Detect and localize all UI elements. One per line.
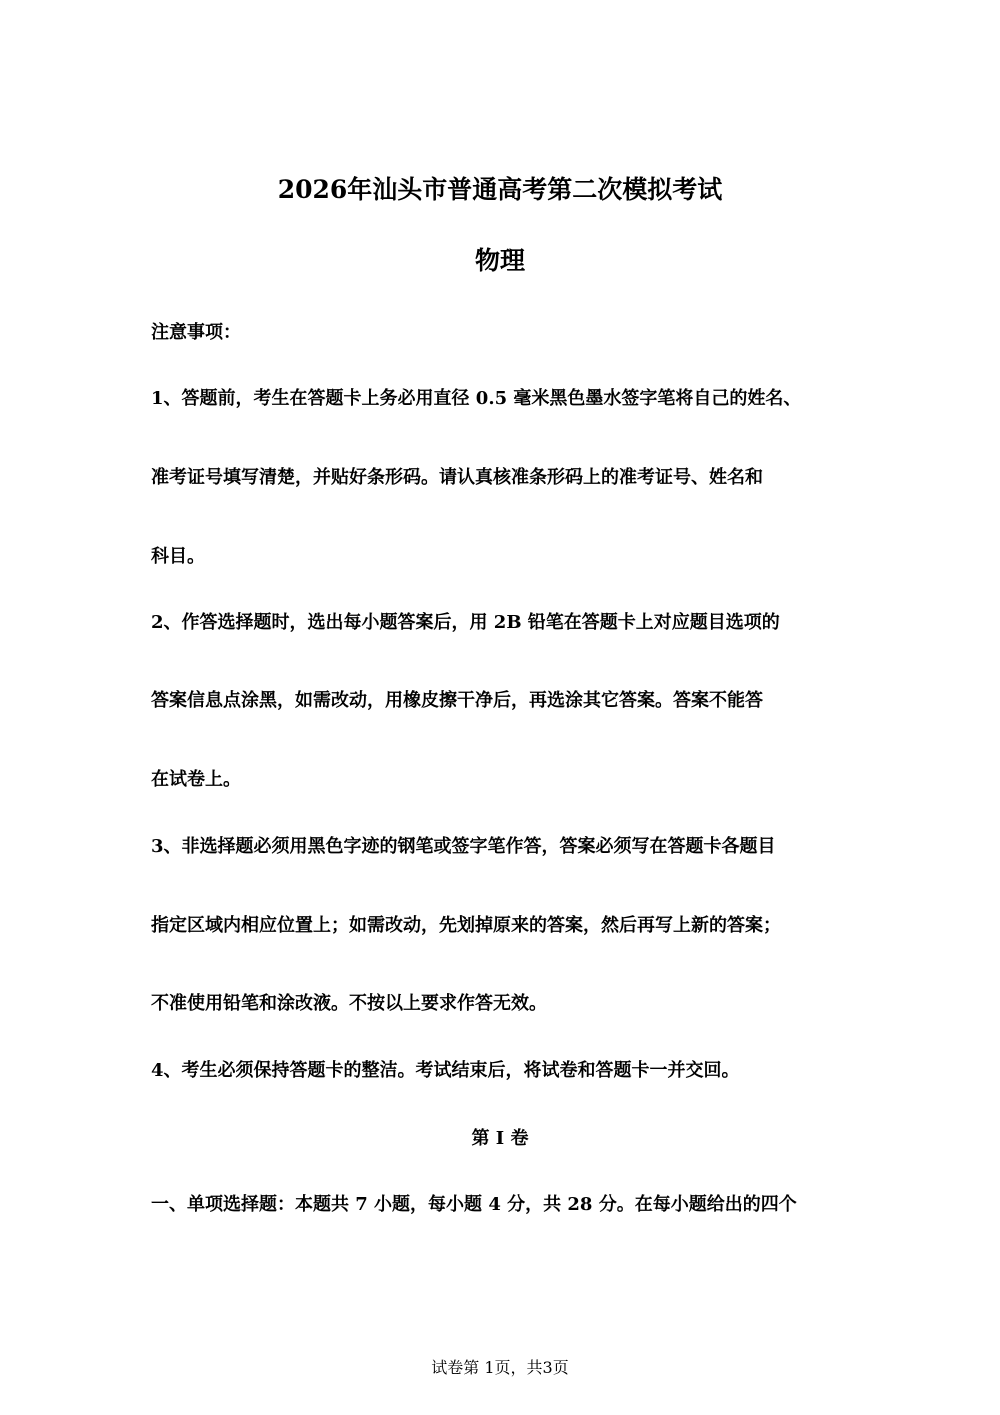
notice-line: 4、考生必须保持答题卡的整洁。考试结束后，将试卷和答题卡一并交回。 <box>151 1060 740 1081</box>
notice-line: 指定区域内相应位置上；如需改动，先划掉原来的答案，然后再写上新的答案； <box>151 915 781 936</box>
subject-title: 物理 <box>474 246 525 275</box>
notice-line: 准考证号填写清楚，并贴好条形码。请认真核准条形码上的准考证号、姓名和 <box>151 467 763 488</box>
page-footer: 试卷第 1页，共3页 <box>431 1358 569 1377</box>
notice-line: 科目。 <box>151 546 205 567</box>
exam-title: 2026年汕头市普通高考第二次模拟考试 <box>277 175 723 204</box>
section-intro: 一、单项选择题：本题共 7 小题，每小题 4 分，共 28 分。在每小题给出的四个 <box>151 1194 797 1215</box>
section-title: 第 I 卷 <box>471 1128 529 1149</box>
notice-heading: 注意事项： <box>151 322 241 343</box>
notice-line: 答案信息点涂黑，如需改动，用橡皮擦干净后，再选涂其它答案。答案不能答 <box>151 690 763 711</box>
notice-line: 3、非选择题必须用黑色字迹的钢笔或签字笔作答，答案必须写在答题卡各题目 <box>151 836 776 857</box>
notice-line: 在试卷上。 <box>151 769 241 790</box>
notice-line: 2、作答选择题时，选出每小题答案后，用 2B 铅笔在答题卡上对应题目选项的 <box>151 612 780 633</box>
notice-line: 不准使用铅笔和涂改液。不按以上要求作答无效。 <box>151 993 547 1014</box>
notice-line: 1、答题前，考生在答题卡上务必用直径 0.5 毫米黑色墨水签字笔将自己的姓名、 <box>151 388 802 409</box>
